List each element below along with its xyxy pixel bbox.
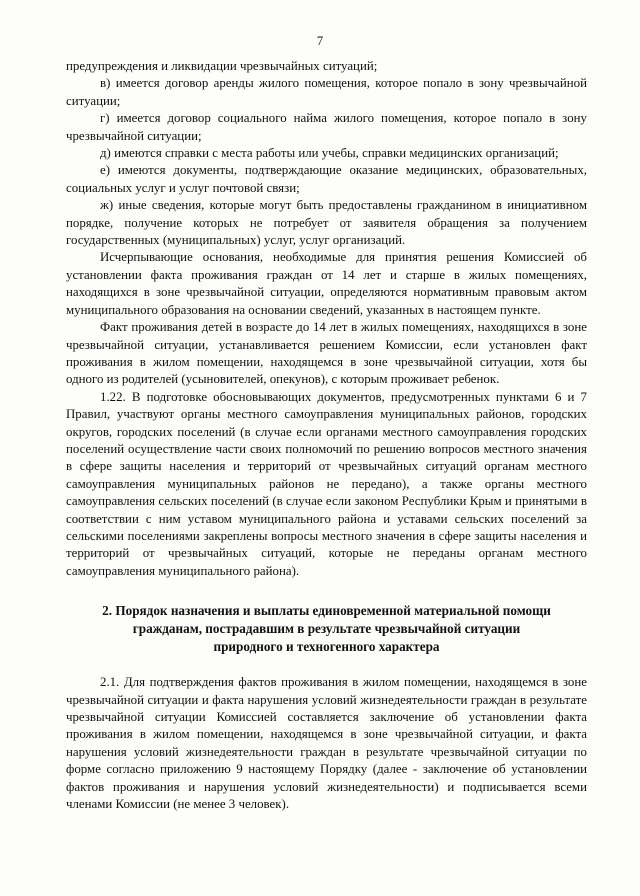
paragraph-group-bottom	[66, 674, 587, 813]
paragraph: в) имеется договор аренды жилого помещения, которое попало в зону чрезвычайной ситуации;	[66, 76, 587, 108]
section-title-line: гражданам, пострадавшим в результате чрезвычайной ситуации	[132, 621, 521, 637]
section-title	[66, 602, 587, 656]
section-title-line: 2. Порядок назначения и выплаты единовременной материальной помощи	[102, 603, 551, 619]
paragraph: Факт проживания детей в возрасте до 14 лет в жилых помещениях, находящихся в зоне чрезвычайной ситуации, устанавливается решением Комиссии, если установлен факт проживания в жилом помещении, находящемся в зоне чрезвычайной ситуации, хотя бы одного из родителей (усыновителей, опекунов), с которым проживает ребенок.	[66, 320, 587, 387]
document-body	[66, 58, 587, 813]
paragraph: Исчерпывающие основания, необходимые для принятия решения Комиссией об установлении факта проживания граждан от 14 лет и старше в жилых помещениях, находящихся в зоне чрезвычайной ситуации, определяются нормативным правовым актом муниципального образования на основании сведений, указанных в настоящем пункте.	[66, 250, 587, 317]
paragraph: предупреждения и ликвидации чрезвычайных ситуаций;	[66, 59, 378, 73]
section-title-line: природного и техногенного характера	[213, 639, 440, 655]
paragraph: 1.22. В подготовке обосновывающих документов, предусмотренных пунктами 6 и 7 Правил, участвуют органы местного самоуправления муниципальных районов, городских округов, городских поселений (в случае если органами местного самоуправления городских поселений осуществление части своих полномочий по решению вопросов местного значения в сфере защиты населения и территорий от чрезвычайных ситуаций органам местного самоуправления муниципальных районов не передано), а также органы местного самоуправления сельских поселений (в случае если законом Республики Крым и принятыми в соответствии с ним уставом муниципального района и уставами сельских поселений за сельскими поселениями закреплены вопросы местного значения в сфере защиты населения и территорий от чрезвычайных ситуаций, которые не переданы органам местного самоуправления муниципального района).	[66, 389, 587, 578]
paragraph: г) имеется договор социального найма жилого помещения, которое попало в зону чрезвычайной ситуации;	[66, 111, 587, 143]
paragraph: 2.1. Для подтверждения фактов проживания в жилом помещении, находящемся в зоне чрезвычайной ситуации и факта нарушения условий жизнедеятельности граждан в результате чрезвычайной ситуации Комиссией составляется заключение об установлении факта проживания в жилом помещении, находящемся в зоне чрезвычайной ситуации, и факта нарушения условий жизнедеятельности граждан в результате чрезвычайной ситуации по форме согласно приложению 9 настоящему Порядку (далее - заключение об установлении фактов проживания и нарушения условий жизнедеятельности) и подписывается всеми членами Комиссии (не менее 3 человек).	[66, 675, 587, 812]
paragraph: ж) иные сведения, которые могут быть предоставлены гражданином в инициативном порядке, получение которых не потребует от заявителя обращения за получением государственных (муниципальных) услуг, услуг организаций.	[66, 198, 587, 248]
paragraph-group-top	[66, 58, 587, 580]
paragraph: е) имеются документы, подтверждающие оказание медицинских, образовательных, социальных услуг и услуг почтовой связи;	[66, 163, 587, 195]
paragraph: д) имеются справки с места работы или учебы, справки медицинских организаций;	[100, 146, 559, 161]
page-number: 7	[316, 34, 324, 48]
